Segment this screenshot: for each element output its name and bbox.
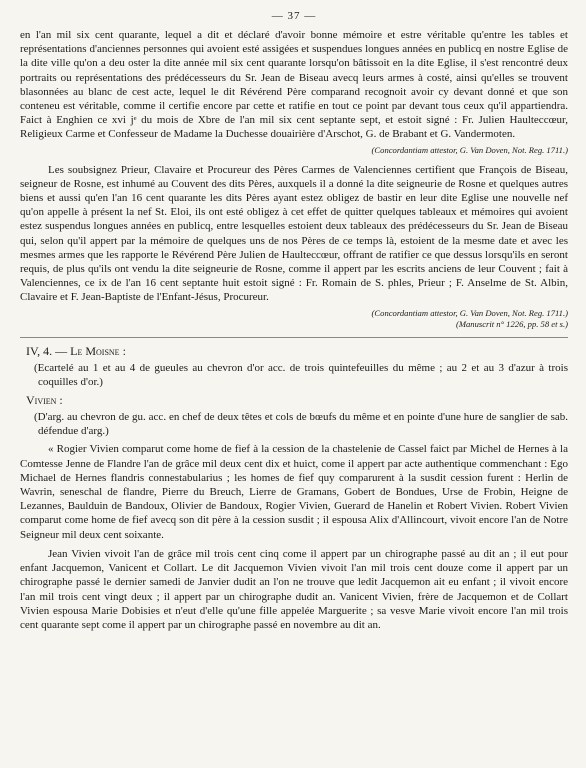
- citation-1-text: (Concordantiam attestor, G. Van Doven, Not. Reg. 1711.): [371, 144, 568, 155]
- section-divider: [20, 337, 568, 338]
- section-heading-vivien: [26, 393, 568, 408]
- citation-2a: [20, 308, 568, 319]
- arms-vivien: (D'arg. au chevron de gu. acc. en chef de deux têtes et cols de bœufs du même et en pointe d'une hure de sanglier de sab. défendue d'arg.): [34, 411, 568, 438]
- section-heading-le-moisne: [26, 344, 568, 359]
- paragraph-3: « Rogier Vivien comparut come home de fief à la cession de la chastelenie de Cassel faict par Michel de Hernes à la Comtesse Jenne de Flandre l'an de grâce mil deux cent dix et huict, come il appert par acte authentique commenchant : Ego Michael de Hernes flandris connestabularius ; les homes de fief quy comparurent à la susdit cession furent : Herlin de Wavrin, seneschal de flandre, Pierre du Breuch, Lierre de Gramans, Gobert de Bondues, Urse de Frobin, Heigne de Lezannes, Baulduin de Bandoux, Olivier de Bandoux, Rogier Vivien, Guerard de Hanelin et Robert Vivien. Robert Vivien comparut come home de fief avecq son dit père à la cession susdit ; il espousa Alix d'Allincourt, vivoit encore l'an de Notre Seigneur mil deux cent soixante.: [20, 443, 568, 541]
- paragraph-1: en l'an mil six cent quarante, lequel a dit et déclaré d'avoir bonne mémoire et estre véritable qu'entre les tables et représentations d'anciennes personnes qui avoient esté assigées et suspendues longues années en publicq en nostre Eglise de la dite ville qu'on a deu oster la dite année mil six cent quarante lorsqu'on bâtissoit en la dite Eglise, il s'est rencontré deux portraits ou représentations des prédécesseurs du Sr. Jean de Biseau avecq leurs armes à costé, ainsi qu'elles se trouvent blasonnées au blanc de cest acte, lequel le dit Révérend Père comparand recognoit avoir cy devant donné et que son conteneu est véritable, comme il certifie encore par cette et ratifie en tout ce point par devant tous ceux qu'il appartiendra. Faict à Enghien ce xvi jᵉ du mois de Xbre de l'an mil six cent septante sept, et estoit signé : Fr. Julien Haulteccœur, Religieux Carme et Confesseur de Madame la Duchesse douairière d'Arschot, G. de Brabant et G. Vandermoten.: [20, 29, 568, 141]
- section-title-vivien: Vivien :: [26, 393, 63, 408]
- citation-2b: [20, 319, 568, 330]
- citation-2b-text: (Manuscrit n° 1226, pp. 58 et s.): [455, 318, 568, 329]
- section-number: IV, 4. —: [26, 343, 68, 358]
- paragraph-4: Jean Vivien vivoit l'an de grâce mil trois cent cinq come il appert par un chirographe passé au dit an ; il eut pour enfant Jacquemon, Vanicent et Collart. Le dit Jacquemon Vivien vivoit l'an mil trois cent douze come il appert par un chirographe passé le dernier samedi de Janvier dudit an l'on ne trouve que ledit Jacquemon ait eu enfant ; il vivoit encore l'an mil trois cent vingt deux ; il appert par un chirographe dudit an. Vanicent Vivien, frère de Jacquemon et de Collart Vivien espousa Marie Dobisies et n'eut d'elle qu'une fille appelée Marguerite ; sa vesve Marie vivoit encore l'an mil trois cent quarante sept come il appert par un chirographe passé en novembre au dit an.: [20, 547, 568, 631]
- page-number: — 37 —: [271, 10, 317, 22]
- citation-2a-text: (Concordantiam attestor, G. Van Doven, Not. Reg. 1711.): [371, 307, 568, 318]
- section-title: Le Moisne :: [70, 343, 126, 358]
- paragraph-2: Les soubsignez Prieur, Clavaire et Procureur des Pères Carmes de Valenciennes certifient que François de Biseau, seigneur de Rosne, est inhumé au Couvent des dits Pères, auxquels il a donné la dite seigneurie de Rosne et quelques autres biens et aussi qu'en l'an 16 cent quarante les dits Pères ayant estez obligez de bastir en leur dite Eglise une nouvelle nef qu'on appelle à présent la nef St. Eloi, ils ont esté obligez à cet effet de quitter quelques tableaux et mémoires qui avoient estez suspendus longues années en publicq, entre lesquelles estoient deux tableaux des prédécesseurs du Sr. Jean de Biseau qui, selon qu'il appert par la mémoire de quelques uns de nos Pères de ce temps là, estoient de la mesme date et avec les mesmes armes que les rapporte le Révérend Père Julien de Haulteccœur, offrant de ratifier ce que dessus lorsqu'ils en seront requis, de plus qu'ils ont vendu la dite seigneurie de Rosne, comme il appert par les escrits anciens de leur Couvent ; fait à Valenciennes, ce ix de l'an 16 cent septante huit estoit signé : Fr. Romain de S. phles, Prieur ; F. Anselme de St. Albin, Clavaire et F. Jean-Baptiste de l'Enfant-Jésus, Procureur.: [20, 163, 568, 304]
- arms-le-moisne: (Ecartelé au 1 et au 4 de gueules au chevron d'or acc. de trois quintefeuilles du même ; au 2 et au 3 d'azur à trois coquilles d'or.): [34, 361, 568, 388]
- citation-1: [20, 145, 568, 156]
